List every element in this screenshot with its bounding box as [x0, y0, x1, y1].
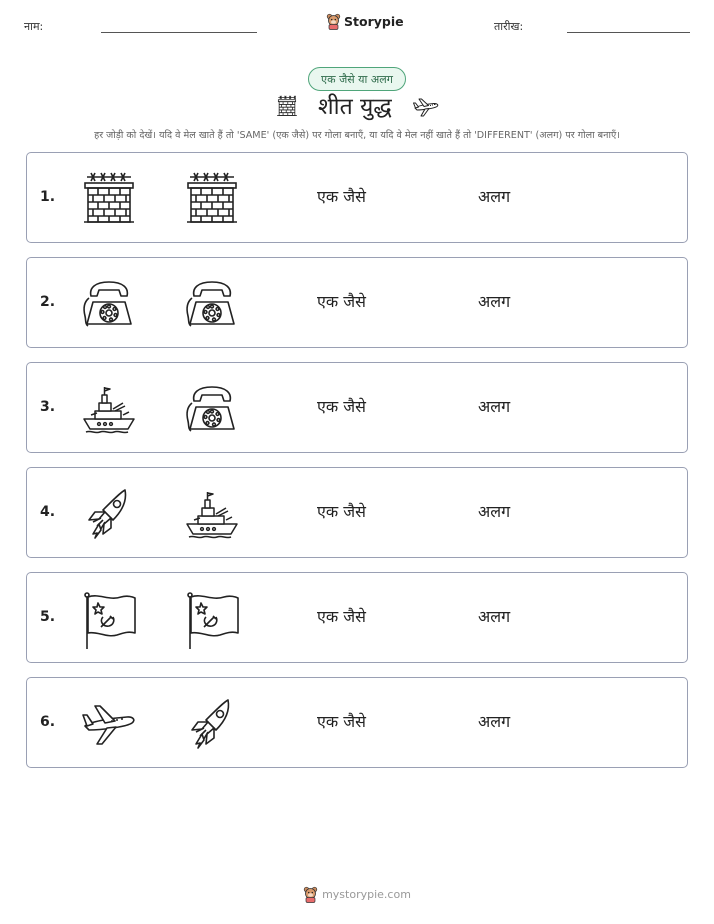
- brand-name: Storypie: [344, 14, 404, 29]
- different-option[interactable]: अलग: [478, 292, 511, 311]
- pair-row: [26, 152, 688, 243]
- rocket-icon: [184, 696, 240, 752]
- date-field-line[interactable]: [567, 32, 690, 33]
- different-option[interactable]: अलग: [478, 607, 511, 626]
- row-number: 2.: [40, 294, 56, 310]
- warship-icon: [184, 486, 240, 542]
- date-label: तारीख:: [494, 20, 524, 33]
- instructions: हर जोड़ी को देखें। यदि वे मेल खाते हैं तो 'SAME' (एक जैसे) पर गोला बनाएँ, या यदि वे मेल नहीं खाते हैं तो 'DIFFERENT' (अलग) पर गोला बनाएँ।: [94, 130, 620, 141]
- same-option[interactable]: एक जैसे: [317, 607, 366, 626]
- same-option[interactable]: एक जैसे: [317, 502, 366, 521]
- row-number: 1.: [40, 189, 56, 205]
- row-number: 6.: [40, 714, 56, 730]
- bear-mascot-icon: [326, 13, 341, 30]
- different-option[interactable]: अलग: [478, 502, 511, 521]
- brand-logo: [326, 13, 404, 30]
- soviet-flag-icon: [184, 591, 240, 647]
- airplane-icon: [81, 696, 137, 752]
- telephone-icon: [184, 276, 240, 332]
- brick-wall-icon: [81, 171, 137, 227]
- worksheet-type-badge: एक जैसे या अलग: [308, 67, 406, 91]
- name-field-line[interactable]: [101, 32, 257, 33]
- soviet-flag-icon: [81, 591, 137, 647]
- footer-url: mystorypie.com: [322, 888, 411, 901]
- pair-row: [26, 677, 688, 768]
- pair-row: [26, 467, 688, 558]
- name-label: नाम:: [24, 20, 44, 33]
- airplane-icon: [410, 93, 442, 121]
- same-option[interactable]: एक जैसे: [317, 712, 366, 731]
- row-number: 3.: [40, 399, 56, 415]
- rocket-icon: [81, 486, 137, 542]
- pair-row: [26, 572, 688, 663]
- telephone-icon: [81, 276, 137, 332]
- pair-row: [26, 362, 688, 453]
- footer: [0, 886, 714, 903]
- same-option[interactable]: एक जैसे: [317, 397, 366, 416]
- different-option[interactable]: अलग: [478, 187, 511, 206]
- telephone-icon: [184, 381, 240, 437]
- page-title: शीत युद्ध: [318, 94, 392, 120]
- same-option[interactable]: एक जैसे: [317, 292, 366, 311]
- brick-wall-icon: [184, 171, 240, 227]
- row-number: 5.: [40, 609, 56, 625]
- pair-row: [26, 257, 688, 348]
- row-number: 4.: [40, 504, 56, 520]
- different-option[interactable]: अलग: [478, 712, 511, 731]
- same-option[interactable]: एक जैसे: [317, 187, 366, 206]
- warship-icon: [81, 381, 137, 437]
- brick-wall-icon: [275, 95, 299, 117]
- bear-mascot-icon: [303, 886, 318, 903]
- different-option[interactable]: अलग: [478, 397, 511, 416]
